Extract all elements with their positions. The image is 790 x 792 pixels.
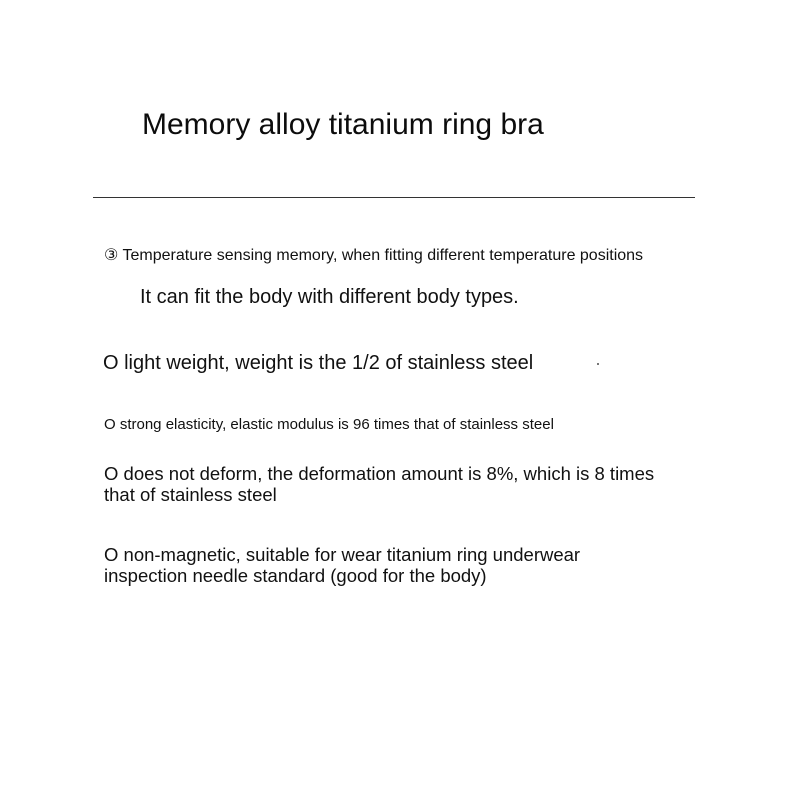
feature-temperature-continued: It can fit the body with different body types.: [140, 286, 519, 308]
divider: [93, 197, 695, 198]
feature-no-deform-line1: O does not deform, the deformation amount is 8%, which is 8 times: [104, 463, 655, 484]
feature-elasticity: O strong elasticity, elastic modulus is 96 times that of stainless steel: [104, 416, 554, 433]
feature-no-deform-line2: that of stainless steel: [104, 484, 277, 505]
feature-light-weight: O light weight, weight is the 1/2 of stainless steel: [103, 352, 534, 374]
stray-dot: [597, 363, 599, 365]
feature-no-deform: [104, 463, 654, 505]
feature-non-magnetic: [104, 544, 580, 586]
page-title: Memory alloy titanium ring bra: [142, 108, 544, 141]
feature-non-magnetic-line2: inspection needle standard (good for the body): [104, 565, 487, 586]
feature-temperature: ③ Temperature sensing memory, when fitting different temperature positions: [104, 247, 644, 264]
feature-non-magnetic-line1: O non-magnetic, suitable for wear titanium ring underwear: [104, 544, 581, 565]
